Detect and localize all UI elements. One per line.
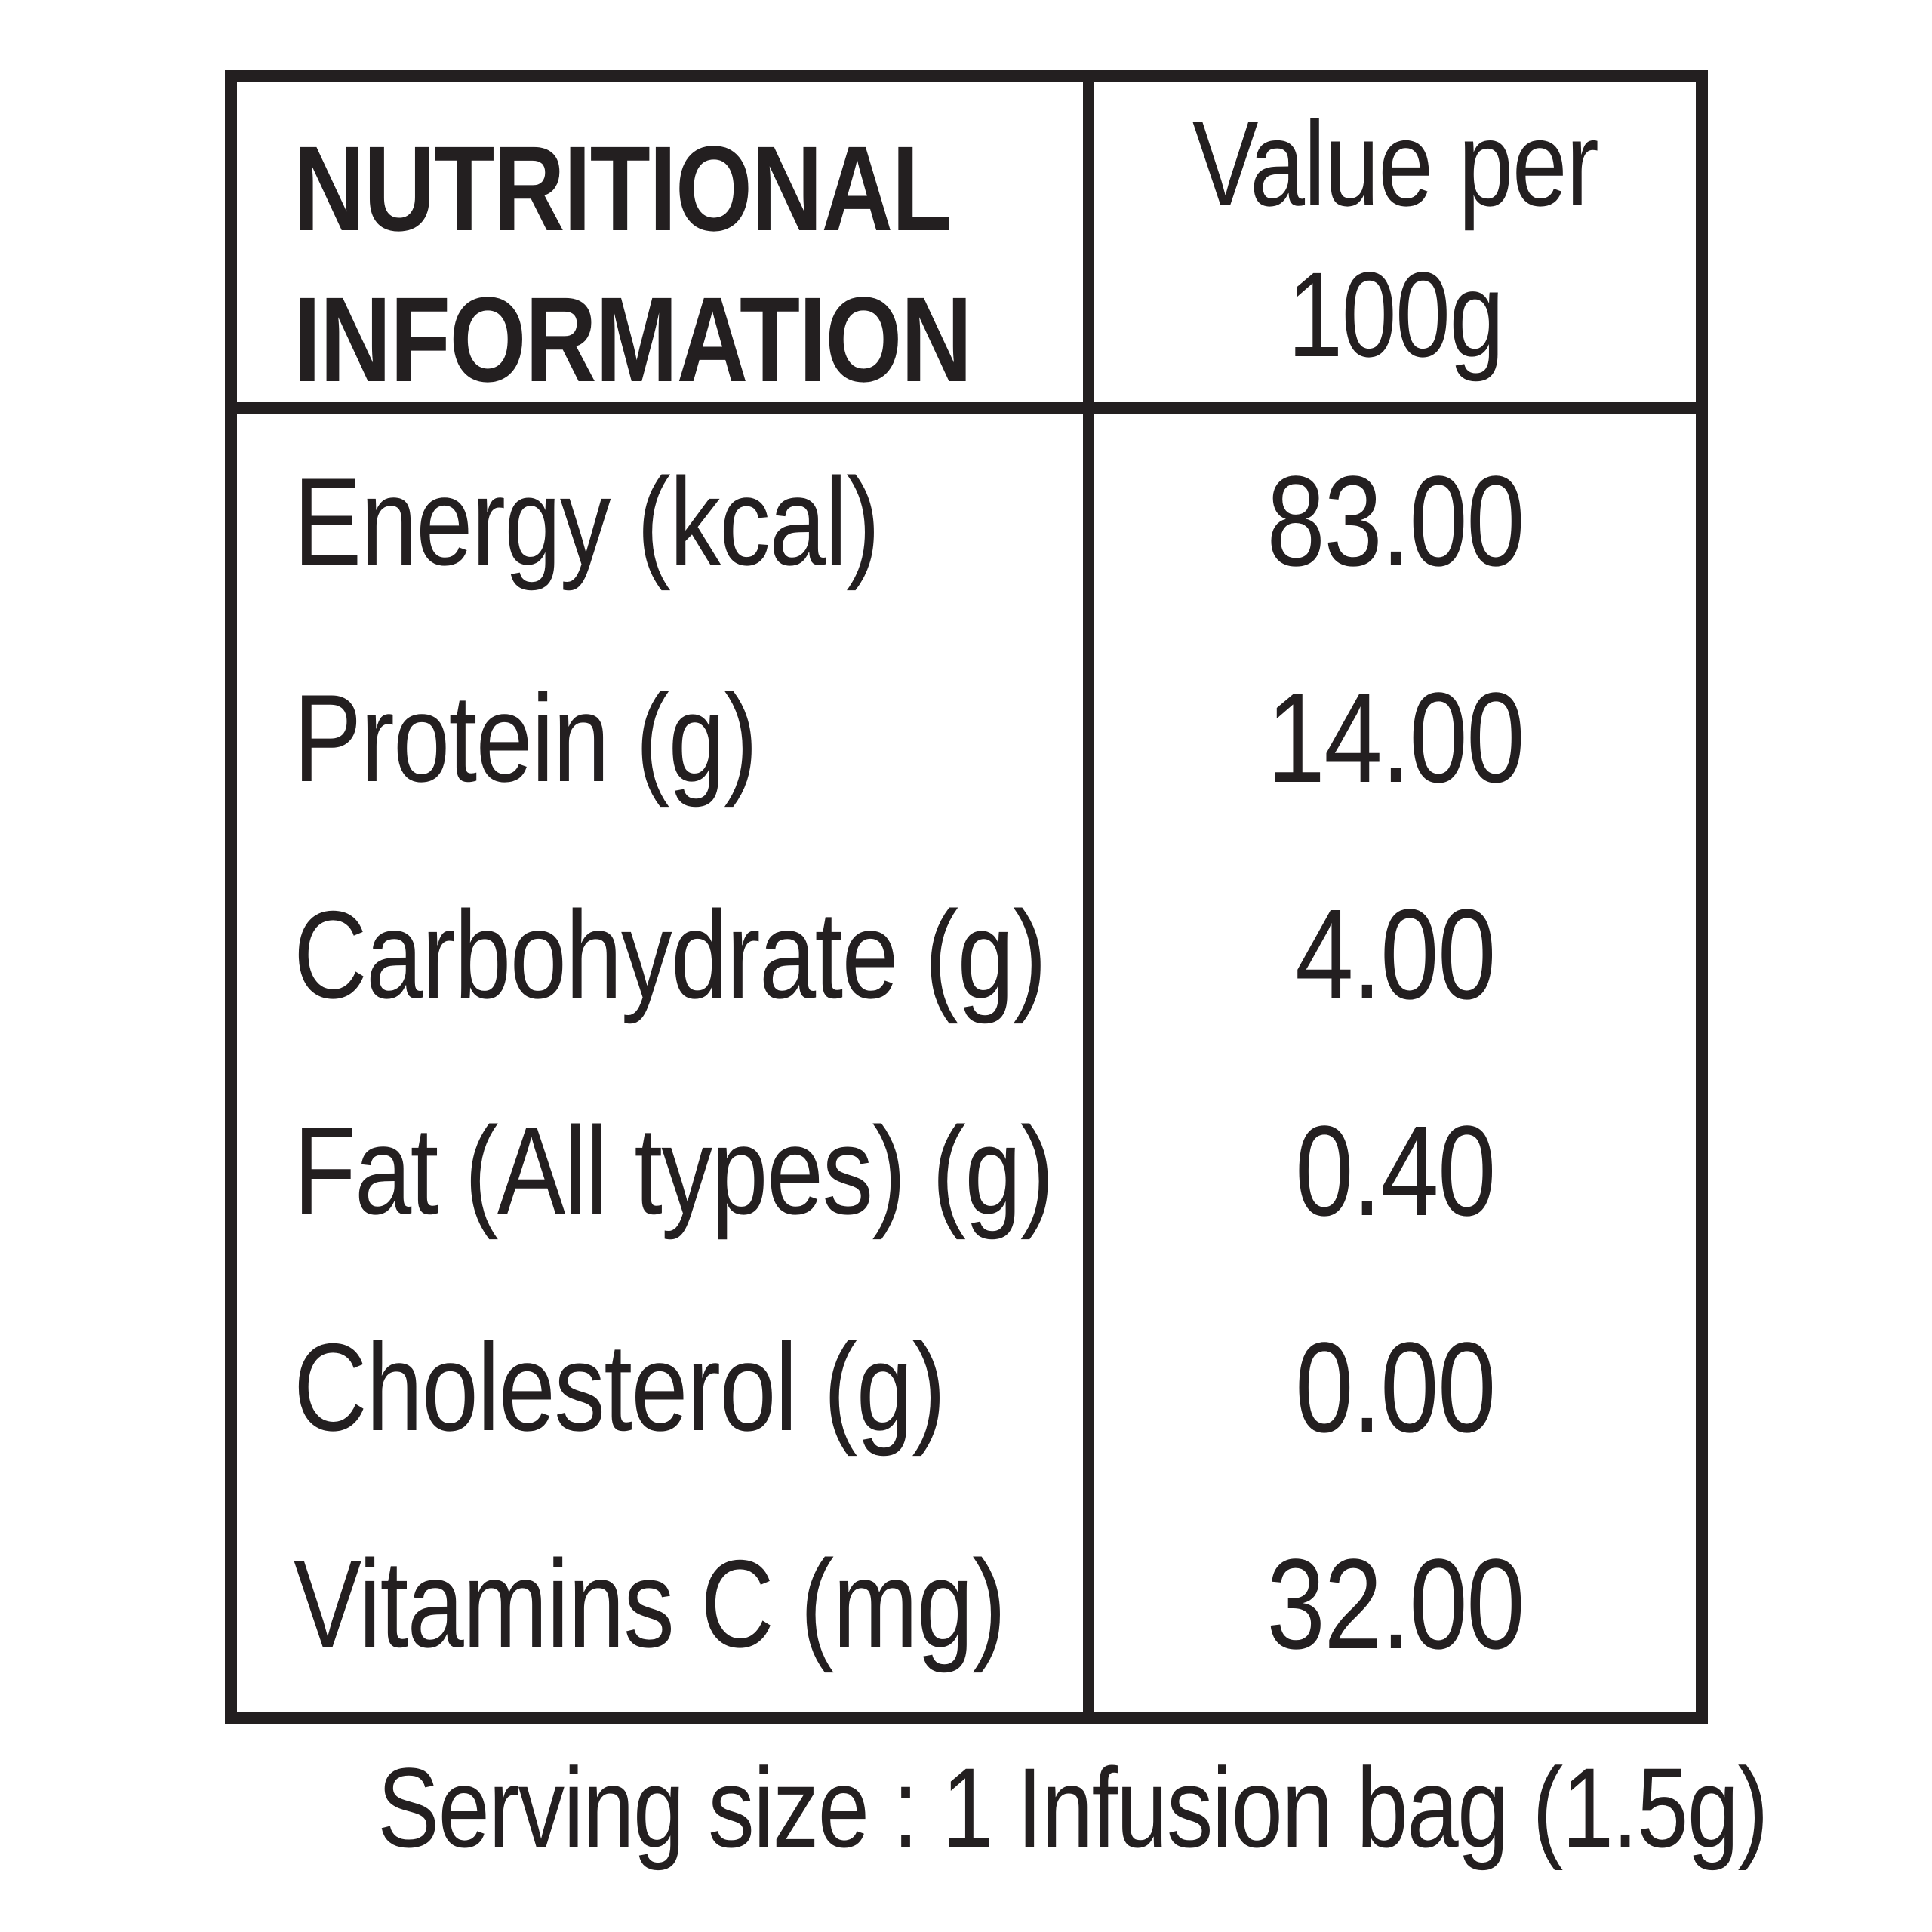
row-value: 83.00: [1266, 450, 1524, 594]
header-value-cell: [1094, 82, 1696, 402]
row-value: 0.40: [1295, 1099, 1495, 1243]
row-label: Fat (All types) (g): [294, 1101, 1054, 1241]
header-title-line1: NUTRITIONAL: [294, 121, 952, 256]
header-value-line2: 100g: [1287, 247, 1503, 382]
header-title-line2: INFORMATION: [294, 272, 971, 407]
column-divider: [1083, 82, 1094, 1712]
nutrition-table: [225, 70, 1708, 1724]
table-row: [237, 1496, 1696, 1712]
table-row: [237, 847, 1696, 1063]
row-label: Carbohydrate (g): [294, 884, 1046, 1024]
row-value: 14.00: [1266, 666, 1524, 811]
row-value: 4.00: [1295, 883, 1495, 1027]
table-row: [237, 1279, 1696, 1496]
row-label: Protein (g): [294, 668, 757, 808]
serving-size-note: Serving size : 1 Infusion bag (1.5g): [377, 1744, 1767, 1871]
header-label-cell: [237, 82, 1083, 407]
table-header-row: [237, 82, 1696, 414]
table-row: [237, 414, 1696, 630]
row-value: 32.00: [1266, 1532, 1524, 1676]
table-row: [237, 1063, 1696, 1279]
row-label: Energy (kcal): [294, 451, 879, 591]
row-label: Cholesterol (g): [294, 1318, 945, 1457]
row-label: Vitamins C (mg): [294, 1534, 1005, 1674]
header-value-line1: Value per: [1192, 96, 1598, 231]
row-value: 0.00: [1295, 1315, 1495, 1460]
table-row: [237, 630, 1696, 847]
